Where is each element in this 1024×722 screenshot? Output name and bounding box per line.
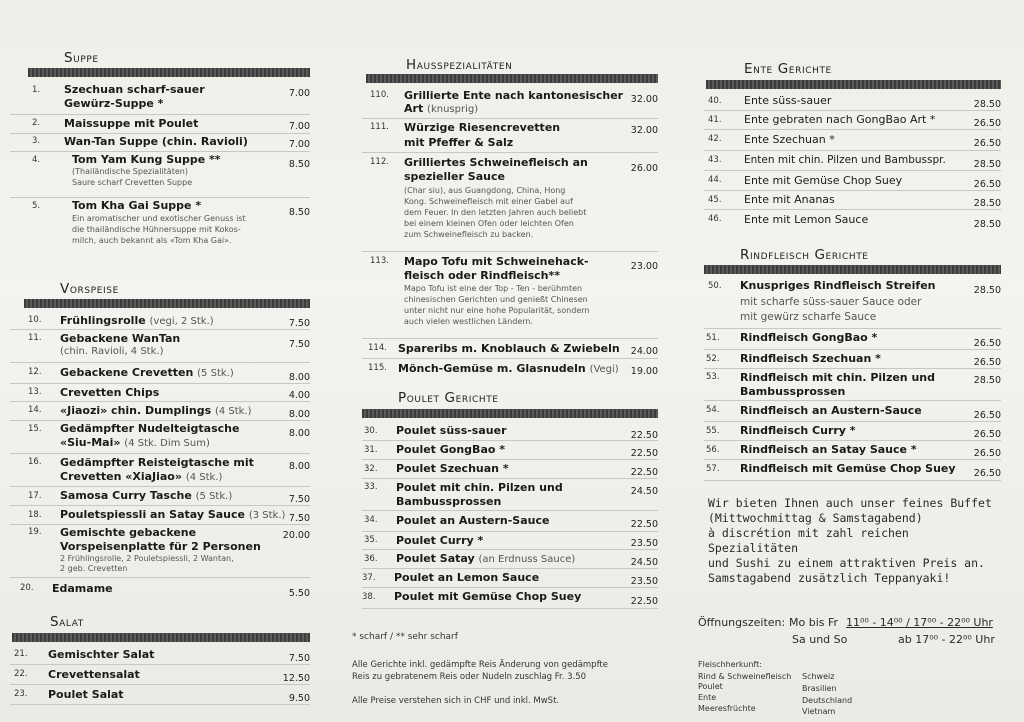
menu-item: 55. Rindfleisch Curry * 26.50 [706, 424, 1001, 440]
menu-item: 14. «Jiaozi» chin. Dumplings (4 Stk.) 8.00 [10, 402, 310, 421]
menu-item: 51. Rindfleisch GongBao * 26.50 [706, 331, 1001, 349]
menu-item: 56. Rindfleisch an Satay Sauce * 26.50 [706, 443, 1001, 459]
origin-meat: Ente [698, 693, 717, 702]
section-title-ente: Ente Gerichte [744, 61, 832, 77]
menu-item: 23. Poulet Salat 9.50 [10, 685, 310, 705]
menu-item: 35. Poulet Curry * 23.50 [364, 534, 658, 549]
menu-item: 3. Wan-Tan Suppe (chin. Ravioli) 7.00 [10, 134, 310, 152]
menu-item: 115. Mönch-Gemüse m. Glasnudeln (Vegi) 19.00 [368, 362, 658, 377]
menu-item: 50. Knuspriges Rindfleisch Streifen mit scharfe süss-sauer Sauce oder mit gewürz scharfe Sauce 28.50 [704, 278, 1001, 329]
section-title-rind: Rindfleisch Gerichte [740, 247, 869, 263]
menu-item: 113. Mapo Tofu mit Schweinehack- fleisch oder Rindfleisch** Mapo Tofu ist eine der Top - Ten - berühmten chinesischen Gerichten und genießt Chinesen unter nicht nur eine hohe Popularität, sondern auch vielen westlichen Ländern. 23.00 [362, 252, 658, 339]
menu-item: 11. Gebackene WanTan (chin. Ravioli, 4 Stk.) 7.50 [10, 330, 310, 363]
origin-country: Deutschland [802, 696, 853, 705]
section-title-suppe: Suppe [64, 50, 99, 66]
menu-item: 2. Maissuppe mit Poulet 7.00 [10, 115, 310, 134]
menu-item: 52. Rindfleisch Szechuan * 26.50 [706, 352, 1001, 368]
section-bar [28, 68, 310, 77]
menu-item: 43. Enten mit chin. Pilzen und Bambusspr. 28.50 [704, 151, 1001, 171]
menu-item: 18. Pouletspiessli an Satay Sauce (3 Stk.) 7.50 [10, 506, 310, 525]
menu-item: 111. Würzige Riesencrevetten mit Pfeffer & Salz 32.00 [362, 119, 658, 153]
section-bar [366, 74, 658, 83]
section-bar [24, 299, 310, 308]
menu-item: 21. Gemischter Salat 7.50 [10, 645, 310, 665]
menu-item: 31. Poulet GongBao * 22.50 [364, 443, 658, 459]
menu-item: 30. Poulet süss-sauer 22.50 [364, 424, 658, 441]
menu-item: 1. Szechuan scharf-sauer Gewürz-Suppe * 7.00 [10, 82, 310, 115]
hours-days-weekend: Sa und So [792, 633, 848, 646]
rice-note-line1: Alle Gerichte inkl. gedämpfte Reis Änderung von gedämpfte [352, 660, 608, 670]
menu-item: 20. Edamame 5.50 [20, 582, 310, 599]
menu-item: 41. Ente gebraten nach GongBao Art * 26.50 [704, 111, 1001, 130]
menu-item: 12. Gebackene Crevetten (5 Stk.) 8.00 [10, 363, 310, 384]
menu-item: 32. Poulet Szechuan * 22.50 [364, 462, 658, 478]
origin-meat: Rind & Schweinefleisch [698, 672, 792, 681]
section-title-vorspeise: Vorspeise [60, 281, 119, 297]
origin-meat: Poulet [698, 682, 723, 691]
section-bar [704, 265, 1001, 274]
hours-days-weekday: Mo bis Fr [789, 616, 839, 629]
menu-item: 114. Spareribs m. Knoblauch & Zwiebeln 24.00 [362, 339, 658, 359]
menu-item: 22. Crevettensalat 12.50 [10, 665, 310, 685]
menu-item: 57. Rindfleisch mit Gemüse Chop Suey 26.50 [706, 462, 1001, 479]
menu-item: 33. Poulet mit chin. Pilzen und Bambussprossen 24.50 [362, 479, 658, 511]
hours-times-weekend: ab 17⁰⁰ - 22⁰⁰ Uhr [898, 633, 995, 646]
price-note: Alle Preise verstehen sich in CHF und inkl. MwSt. [352, 696, 560, 706]
menu-item: 36. Poulet Satay (an Erdnuss Sauce) 24.50 [364, 552, 658, 568]
menu-item: 13. Crevetten Chips 4.00 [10, 384, 310, 402]
rice-note-line2: Reis zu gebratenem Reis oder Nudeln zuschlag Fr. 3.50 [352, 672, 587, 682]
section-bar [12, 633, 310, 642]
menu-item: 40. Ente süss-sauer 28.50 [704, 92, 1001, 111]
menu-item: 34. Poulet an Austern-Sauce 22.50 [362, 511, 658, 532]
menu-item: 4. Tom Yam Kung Suppe ** (Thailändische Spezialitäten) Saure scharf Crevetten Suppe 8.50 [10, 152, 310, 198]
menu-item: 53. Rindfleisch mit chin. Pilzen und Bambussprossen 28.50 [704, 369, 1001, 401]
menu-item: 46. Ente mit Lemon Sauce 28.50 [708, 213, 1001, 230]
spice-legend: * scharf / ** sehr scharf [352, 632, 458, 642]
origin-country: Vietnam [802, 707, 836, 716]
section-bar [706, 80, 1001, 89]
menu-item: 44. Ente mit Gemüse Chop Suey 26.50 [704, 171, 1001, 191]
origin-country: Brasilien [802, 684, 837, 693]
menu-item: 42. Ente Szechuan * 26.50 [704, 130, 1001, 151]
hours-times-weekday: 11⁰⁰ - 14⁰⁰ / 17⁰⁰ - 22⁰⁰ Uhr [846, 616, 993, 629]
menu-item: 15. Gedämpfter Nudelteigtasche «Siu-Mai» (4 Stk. Dim Sum) 8.00 [10, 421, 310, 454]
section-title-haus: Hausspezialitäten [406, 57, 513, 73]
origin-meat: Meeresfrüchte [698, 704, 756, 713]
meat-origin-title: Fleischherkunft: [698, 660, 762, 669]
menu-item: 19. Gemischte gebackene Vorspeisenplatte für 2 Personen 2 Frühlingsrolle, 2 Pouletspiessli, 2 Wantan, 2 geb. Crevetten 20.00 [10, 525, 310, 578]
section-title-poulet: Poulet Gerichte [398, 390, 499, 406]
menu-item: 16. Gedämpfter Reisteigtasche mit Crevetten «XiaJiao» (4 Stk.) 8.00 [10, 454, 310, 487]
section-bar [362, 409, 658, 418]
menu-item: 110. Grillierte Ente nach kantonesischer Art (knusprig) 32.00 [362, 87, 658, 119]
buffet-info: Wir bieten Ihnen auch unser feines Buffet (Mittwochmittag & Samstagabend) à discrétion mit zahl reichen Spezialitäten und Sushi zu einem attraktiven Preis an. Samstagabend zusätzlich Teppanyaki! [708, 496, 992, 585]
menu-item: 38. Poulet mit Gemüse Chop Suey 22.50 [362, 590, 658, 607]
menu-item: 37. Poulet an Lemon Sauce 23.50 [362, 571, 658, 587]
hours-label: Öffnungszeiten: [698, 616, 786, 629]
origin-country: Schweiz [802, 672, 835, 681]
menu-item: 5. Tom Kha Gai Suppe * Ein aromatischer und exotischer Genuss ist die thailändische Hühnersuppe mit Kokos- milch, auch bekannt als «Tom Kha Gai». 8.50 [32, 199, 310, 245]
menu-item: 10. Frühlingsrolle (vegi, 2 Stk.) 7.50 [10, 312, 310, 330]
menu-item: 112. Grilliertes Schweinefleisch an spezieller Sauce (Char siu), aus Guangdong, China, Hong Kong. Schweinefleisch mit einer Gabel auf dem Feuer. In den letzten Jahren auch beliebt bei einem kleinen Ofen oder leichten Ofen zum Schweinefleisch zu backen. 26.00 [362, 153, 658, 252]
menu-item: 17. Samosa Curry Tasche (5 Stk.) 7.50 [10, 487, 310, 506]
section-title-salat: Salat [50, 614, 84, 630]
menu-item: 54. Rindfleisch an Austern-Sauce 26.50 [704, 401, 1001, 422]
menu-item: 45. Ente mit Ananas 28.50 [704, 191, 1001, 210]
